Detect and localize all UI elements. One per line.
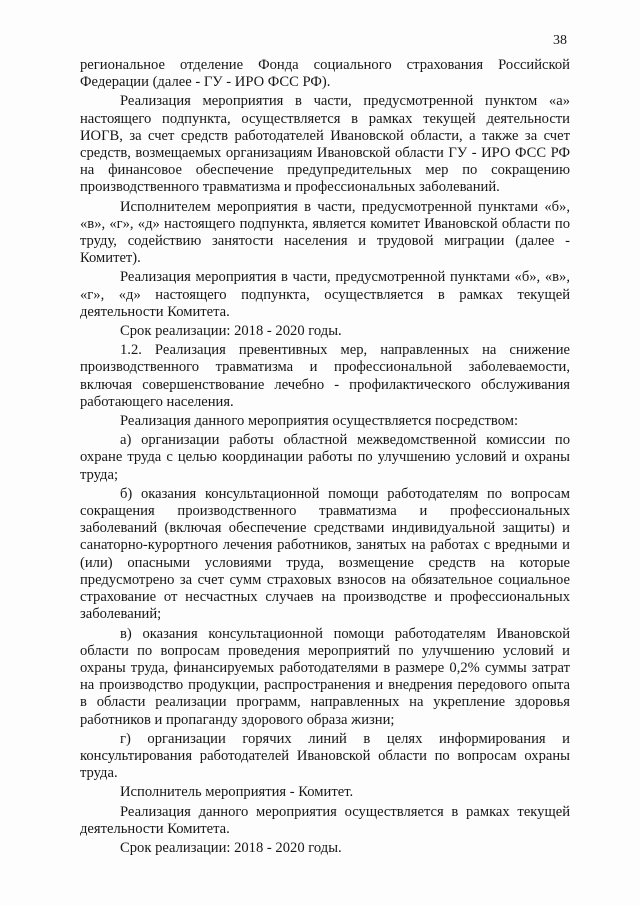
page-number: 38: [553, 33, 567, 48]
paragraph: Реализация мероприятия в части, предусмотренной пунктом «а» настоящего подпункта, осуществляется в рамках текущей деятельности ИОГВ, за счет средств работодателей Ивановской области, а также за счет средств, возмещаемых организациям Ивановской области ГУ - ИРО ФСС РФ на финансовое обеспечение предупредительных мер по сокращению производственного травматизма и профессиональных заболеваний.: [80, 93, 570, 196]
list-item: в) оказания консультационной помощи работодателям Ивановской области по вопросам проведения мероприятий по улучшению условий и охраны труда, финансируемых работодателями в размере 0,2% суммы затрат на производство продукции, распространения и внедрения передового опыта в области реализации программ, направленных на укрепление здоровья работников и пропаганду здорового образа жизни;: [80, 625, 570, 728]
list-item: а) организации работы областной межведомственной комиссии по охране труда с целью координации работы по улучшению условий и охраны труда;: [80, 432, 570, 483]
section-heading: 1.2. Реализация превентивных мер, направленных на снижение производственного травматизма и профессиональной заболеваемости, включая совершенствование лечебно - профилактического обслуживания работающего населения.: [80, 342, 570, 410]
paragraph: Исполнителем мероприятия в части, предусмотренной пунктами «б», «в», «г», «д» настоящего подпункта, является комитет Ивановской области по труду, содействию занятости населения и трудовой миграции (далее - Комитет).: [80, 198, 570, 267]
paragraph: Реализация данного мероприятия осуществляется в рамках текущей деятельности Комитета.: [80, 803, 570, 837]
paragraph: Реализация данного мероприятия осуществляется посредством:: [120, 413, 519, 430]
paragraph: Исполнитель мероприятия - Комитет.: [120, 784, 354, 801]
paragraph: Срок реализации: 2018 - 2020 годы.: [120, 839, 342, 856]
paragraph: Срок реализации: 2018 - 2020 годы.: [120, 323, 342, 340]
paragraph: Реализация мероприятия в части, предусмотренной пунктами «б», «в», «г», «д» настоящего подпункта, осуществляется в рамках текущей деятельности Комитета.: [80, 269, 570, 320]
list-item: г) организации горячих линий в целях информирования и консультирования работодателей Ивановской области по вопросам охраны труда.: [80, 730, 570, 782]
document-body: [80, 57, 570, 857]
paragraph: региональное отделение Фонда социального страхования Российской Федерации (далее - ГУ - ИРО ФСС РФ).: [80, 57, 570, 91]
list-item: б) оказания консультационной помощи работодателям по вопросам сокращения производственного травматизма и профессиональных заболеваний (включая обеспечение средствами индивидуальной защиты) и санаторно-курортного лечения работников, занятых на работах с вредными и (или) опасными условиями труда, возмещение средств на которые предусмотрено за счет сумм страховых взносов на обязательное социальное страхование от несчастных случаев на производстве и профессиональных заболеваний;: [80, 485, 570, 623]
